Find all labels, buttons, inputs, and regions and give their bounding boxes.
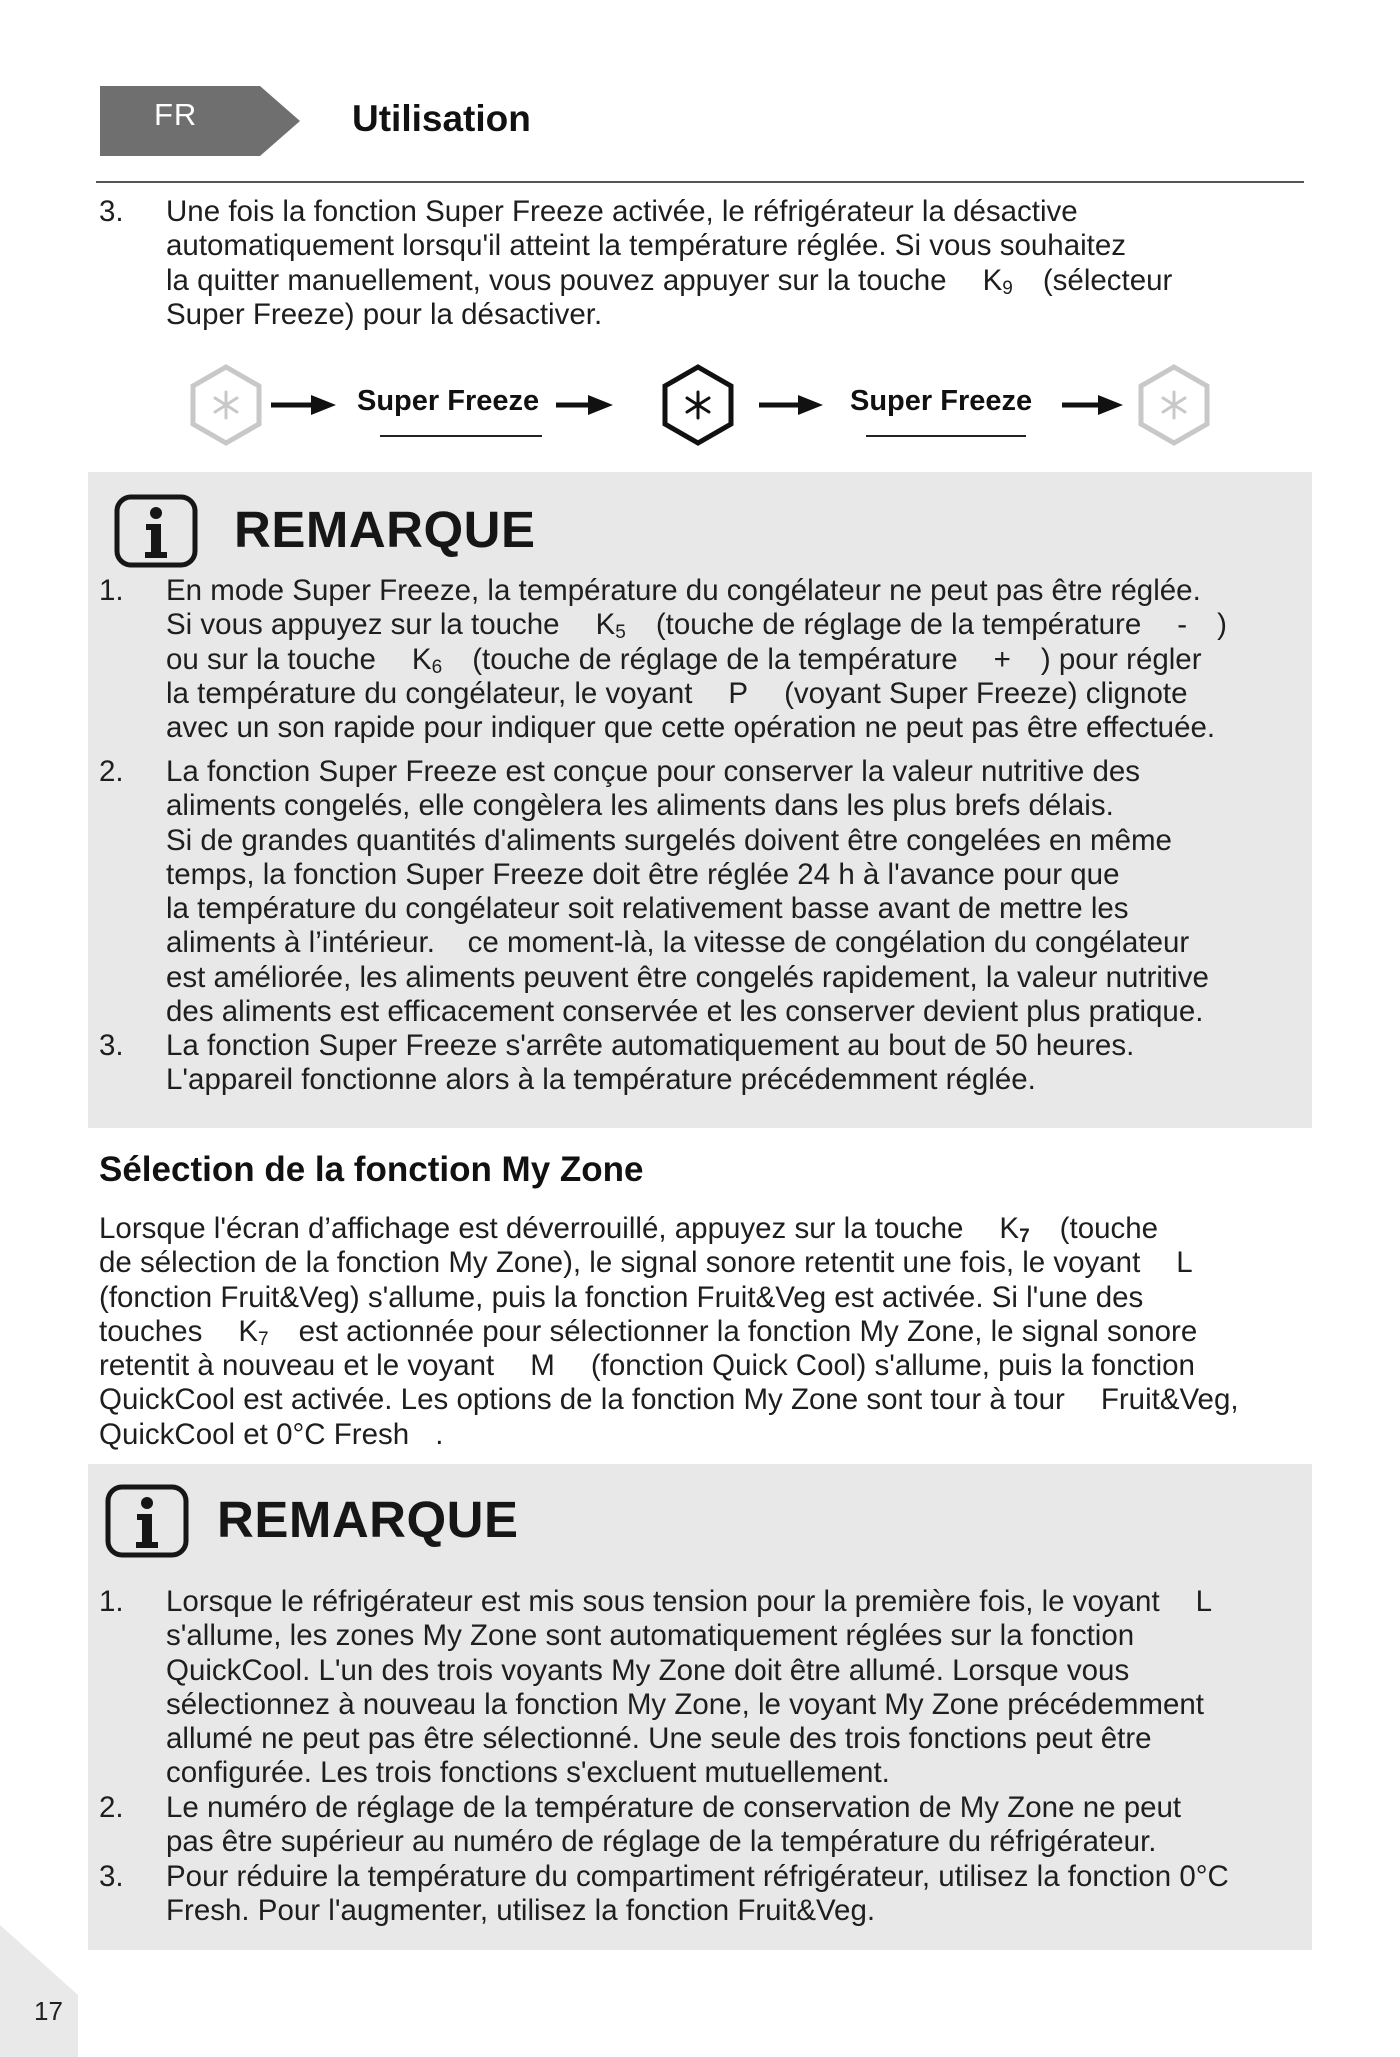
note-item-number: 1. [99,1585,124,1618]
text-line: allumé ne peut pas être sélectionné. Une seule des trois fonctions peut être [166,1722,1152,1756]
text-line: Pour réduire la température du compartiment réfrigérateur, utilisez la fonction 0°C [166,1860,1229,1893]
key-k6: $K_6$ [411,642,443,678]
text-line: pas être supérieur au numéro de réglage de la température du réfrigérateur. [166,1825,1157,1859]
key-k7: $K_7$ [999,1212,1030,1247]
key-k9: $K_9$ [982,263,1013,299]
text-line: la température du congélateur, le voyant P (voyant Super Freeze) clignote [166,676,1188,710]
note-title: REMARQUE [217,1491,519,1548]
text-line: temps, la fonction Super Freeze doit être réglée 24 h à l'avance pour que [166,857,1120,891]
language-tab [100,86,300,156]
text-line: avec un son rapide pour indiquer que cette opération ne peut pas être effectuée. [166,711,1216,745]
text-line: Si vous appuyez sur la touche $K_5$ (touche de réglage de la température - ) [166,608,1227,644]
key-k5: $K_5$ [595,608,626,644]
snowflake-hexagon-icon-off [1141,367,1207,443]
text-line: QuickCool est activée. Les options de la fonction My Zone sont tour à tour Fruit&Veg, [99,1383,1239,1417]
text-line: La fonction Super Freeze est conçue pour conserver la valeur nutritive des [166,755,1141,788]
text-line: configurée. Les trois fonctions s'excluent mutuellement. [166,1756,890,1790]
note-item-number: 2. [99,1791,124,1824]
text-line: ou sur la touche $K_6$ (touche de réglage de la température + ) pour régler [166,642,1202,678]
info-icon [114,494,198,568]
text-line: Si de grandes quantités d'aliments surgelés doivent être congelées en même [166,823,1172,857]
text-line: la température du congélateur soit relativement basse avant de mettre les [166,892,1129,926]
text-line: QuickCool et 0°C Fresh . [99,1417,444,1451]
key-k7: $K_7$ [238,1314,269,1350]
text-line: Lorsque l'écran d’affichage est déverrouillé, appuyez sur la touche $K_7$ (touche [99,1212,1159,1247]
arrow-right-icon [271,395,336,415]
note-item-text [166,1791,1181,1860]
text-line: des aliments est efficacement conservée et les conserver devient plus pratique. [166,995,1204,1029]
text-line: retentit à nouveau et le voyant M (fonction Quick Cool) s'allume, puis la fonction [99,1349,1195,1383]
page-number: 17 [34,1996,63,2026]
text-line: Fresh. Pour l'augmenter, utilisez la fonction Fruit&Veg. [166,1894,876,1928]
header-divider [96,181,1304,183]
text-line: s'allume, les zones My Zone sont automatiquement réglées sur la fonction [166,1619,1135,1653]
text-line: la quitter manuellement, vous pouvez appuyer sur la touche $K_9$ (sélecteur [166,263,1173,299]
text-line: Le numéro de réglage de la température de conservation de My Zone ne peut [166,1791,1182,1824]
super-freeze-label: Super Freeze [850,385,1033,417]
text-line: automatiquement lorsqu'il atteint la température réglée. Si vous souhaitez [166,229,1127,263]
note-item-number: 3. [99,1860,124,1893]
snowflake-hexagon-icon-off [193,367,259,443]
arrow-right-icon [759,395,823,415]
myzone-paragraph [99,1212,1239,1452]
arrow-right-icon [556,395,613,415]
arrow-right-icon [1062,395,1123,415]
note-item-text [166,1585,1212,1791]
super-freeze-diagram [186,360,1226,450]
note-item-text [166,755,1209,1029]
snowflake-hexagon-icon-on [665,367,731,443]
label-underline [866,435,1026,437]
text-line: (fonction Fruit&Veg) s'allume, puis la fonction Fruit&Veg est activée. Si l'une des [99,1280,1144,1314]
page-corner-shape [0,1925,90,2057]
note-item-text [166,1029,1134,1098]
subheading: Sélection de la fonction My Zone [99,1150,644,1189]
text-line: sélectionnez à nouveau la fonction My Zone, le voyant My Zone précédemment [166,1687,1204,1721]
intro-item-number: 3. [99,195,124,228]
text-line: de sélection de la fonction My Zone), le signal sonore retentit une fois, le voyant L [99,1246,1193,1280]
text-line: En mode Super Freeze, la température du congélateur ne peut pas être réglée. [166,574,1201,607]
note-item-number: 1. [99,574,124,607]
label-underline [380,435,542,437]
note-item-text [166,1860,1229,1929]
note-item-text [166,574,1227,745]
text-line: aliments congelés, elle congèlera les aliments dans les plus brefs délais. [166,789,1114,823]
note-title: REMARQUE [234,501,536,558]
section-title: Utilisation [352,98,531,139]
text-line: Super Freeze) pour la désactiver. [166,297,603,331]
text-line: Une fois la fonction Super Freeze activée, le réfrigérateur la désactive [166,195,1078,228]
note-item-number: 3. [99,1029,124,1062]
text-line: La fonction Super Freeze s'arrête automatiquement au bout de 50 heures. [166,1029,1135,1062]
note-item-number: 2. [99,755,124,788]
text-line: touches $K_7$ est actionnée pour sélectionner la fonction My Zone, le signal sonore [99,1314,1198,1350]
text-line: Lorsque le réfrigérateur est mis sous tension pour la première fois, le voyant L [166,1585,1213,1618]
text-line: L'appareil fonctionne alors à la température précédemment réglée. [166,1063,1036,1097]
intro-item-text [166,195,1172,332]
text-line: est améliorée, les aliments peuvent être congelés rapidement, la valeur nutritive [166,960,1209,994]
info-icon [105,1484,189,1558]
language-label: FR [154,97,198,132]
text-line: aliments à l’intérieur. ce moment-là, la vitesse de congélation du congélateur [166,926,1190,960]
text-line: QuickCool. L'un des trois voyants My Zone doit être allumé. Lorsque vous [166,1653,1130,1687]
super-freeze-label: Super Freeze [357,385,540,417]
